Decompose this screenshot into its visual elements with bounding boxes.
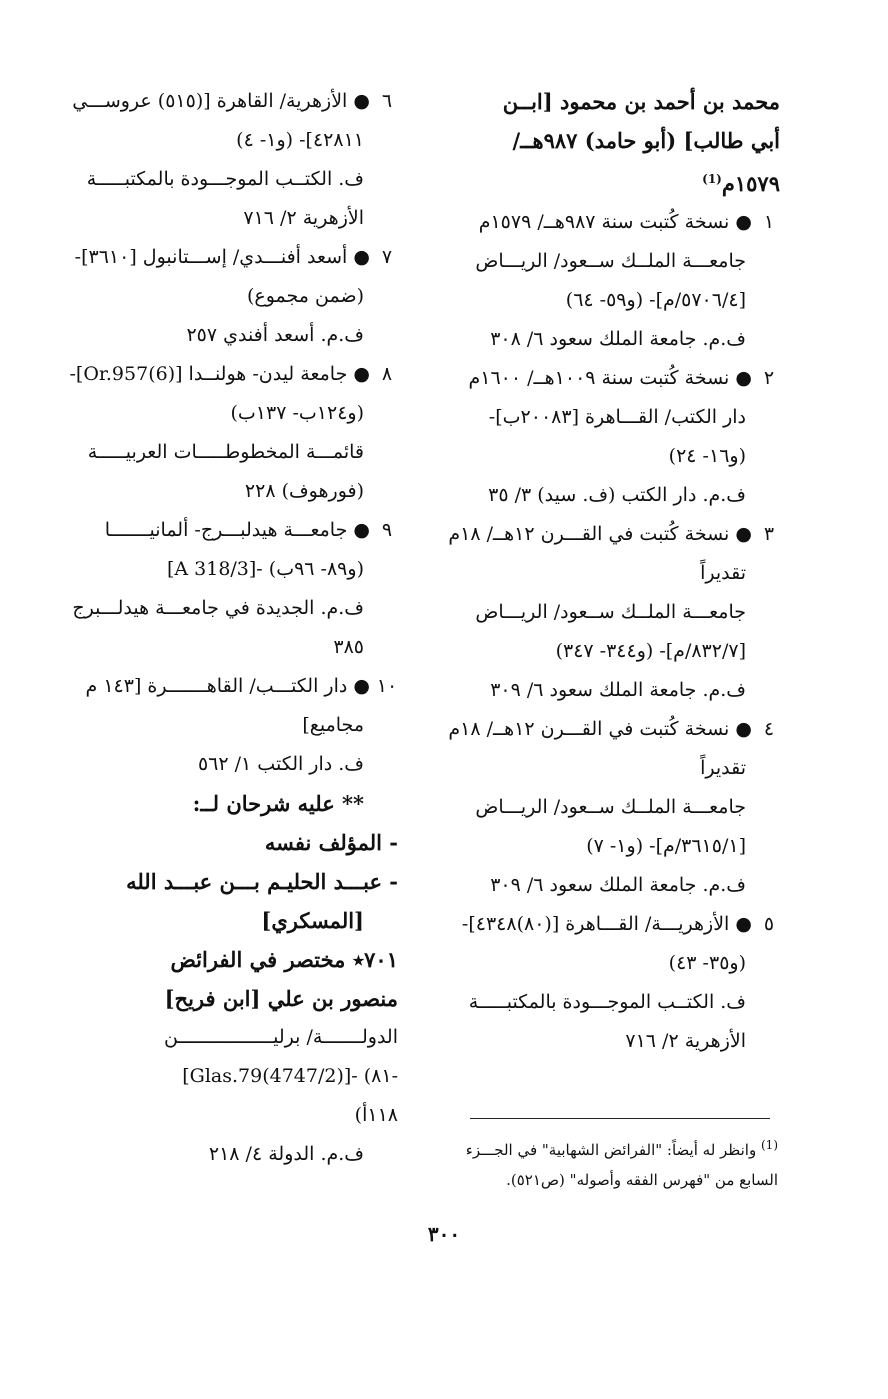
manuscript-entry-line: الأزهرية ٢/ ٧١٦ <box>243 207 364 229</box>
manuscript-entry-line: ف.م. جامعة الملك سعود ٦/ ٣٠٩ <box>490 874 746 896</box>
entry-number: ٦ <box>381 90 393 112</box>
manuscript-entry-line: ٩ ● جامعـــة هيدلبـــرج- ألمانيـــــــا <box>58 511 398 550</box>
manuscript-entry-line: (و١٦- ٢٤) <box>668 445 746 467</box>
entry-number: ١٠ <box>376 675 398 697</box>
entry-number: ١ <box>763 211 775 233</box>
author-heading-line: أبي طالب] (أبو حامد) ٩٨٧هــ/ <box>512 128 780 153</box>
manuscript-entry-line: [٣٦١٥/١/م]- (و١- ٧) <box>586 835 746 857</box>
manuscript-entry-line: [A 318/3]- (و٨٩- ٩٦ب) <box>166 558 364 580</box>
entry-number: ٤ <box>763 718 775 740</box>
entry-number: ٢ <box>763 367 775 389</box>
author-heading-line: محمد بن أحمد بن محمود [ابــن <box>502 89 780 114</box>
entry-number: ٨ <box>381 363 393 385</box>
commentary-item: - المؤلف نفسه <box>264 830 398 855</box>
entry-number: ٧ <box>381 246 393 268</box>
manuscript-entry-line: ١١٨أ) <box>354 1104 398 1126</box>
manuscript-entry-line: (ضمن مجموع) <box>246 285 364 307</box>
manuscript-entry-line: ف.م. دار الكتب (ف. سيد) ٣/ ٣٥ <box>488 484 746 506</box>
manuscript-entry-line: ٤ ● نسخة كُتبت في القـــرن ١٢هــ/ ١٨م <box>430 710 780 749</box>
footnote-marker: (1) <box>760 1138 778 1152</box>
manuscript-entry-line: تقديراً <box>700 562 746 584</box>
manuscript-entry-line: [٥٧٠٦/٤/م]- (و٥٩- ٦٤) <box>565 289 746 311</box>
footnote-marker: (1) <box>702 172 722 186</box>
right-column <box>430 82 780 1061</box>
manuscript-entry-line: ٢ ● نسخة كُتبت سنة ١٠٠٩هــ/ ١٦٠٠م <box>430 359 780 398</box>
manuscript-entry-line: ف.م. جامعة الملك سعود ٦/ ٣٠٩ <box>490 679 746 701</box>
manuscript-entry-line: ١٠ ● دار الكتـــب/ القاهـــــــرة [١٤٣ م <box>58 667 398 706</box>
manuscript-entry-line: ف. دار الكتب ١/ ٥٦٢ <box>197 753 364 775</box>
manuscript-entry-line: الدولـــــــة/ برليـــــــــــــــــن <box>164 1026 398 1048</box>
footnote-line: $^{(1)}$ وانظر له أيضاً: "الفرائض الشهابية" في الجـــزء <box>465 1138 778 1159</box>
manuscript-entry-line: جامعـــة الملــك ســعود/ الريـــاض <box>475 250 746 272</box>
left-column <box>58 82 398 1174</box>
manuscript-entry-line: [Glas.79(4747/2)]- (٨١- <box>182 1065 398 1087</box>
work-title: ٧٠١٭ مختصر في الفرائض <box>170 947 398 972</box>
footnote <box>418 1130 778 1195</box>
manuscript-entry-line: جامعـــة الملــك ســعود/ الريـــاض <box>475 601 746 623</box>
manuscript-entry-line: ٣٨٥ <box>333 636 364 658</box>
commentary-item: [المسكري] <box>261 908 364 933</box>
manuscript-entry-line: ف.م. الدولة ٤/ ٢١٨ <box>208 1143 364 1165</box>
manuscript-entry-line: قائمـــة المخطوطـــــات العربيـــــة <box>87 441 364 463</box>
manuscript-entry-line: ٤٢٨١١]- (و١- ٤) <box>236 129 364 151</box>
page-number: ٣٠٠ <box>427 1222 461 1246</box>
commentary-item: - عبـــد الحليـم بـــن عبـــد الله <box>126 869 398 894</box>
manuscript-entry-line: مجاميع] <box>302 714 364 736</box>
manuscript-entry-line: ف.م. جامعة الملك سعود ٦/ ٣٠٨ <box>490 328 746 350</box>
manuscript-entry-line: ف. الكتــب الموجـــودة بالمكتبـــــة <box>468 991 746 1013</box>
manuscript-entry-line: ف. الكتــب الموجـــودة بالمكتبـــــة <box>86 168 364 190</box>
footnote-separator <box>470 1118 770 1119</box>
manuscript-entry-line: تقديراً <box>700 757 746 779</box>
entry-number: ٥ <box>763 913 775 935</box>
footnote-line: السابع من "فهرس الفقه وأصوله" (ص٥٢١). <box>506 1171 778 1189</box>
manuscript-entry-line: (فورهوف) ٢٢٨ <box>244 480 364 502</box>
manuscript-entry-line: ٥ ● الأزهريـــة/ القـــاهرة [(٨٠)٤٣٤٨]- <box>430 905 780 944</box>
entry-number: ٩ <box>381 519 393 541</box>
manuscript-entry-line: ٧ ● أسعد أفنـــدي/ إســـتانبول [٣٦١٠]- <box>58 238 398 277</box>
entry-number: ٣ <box>763 523 775 545</box>
manuscript-entry-line: ف.م. أسعد أفندي ٢٥٧ <box>186 324 364 346</box>
manuscript-entry-line: [٨٣٢/٧/م]- (و٣٤٤- ٣٤٧) <box>555 640 746 662</box>
manuscript-entry-line: (و١٢٤ب- ١٣٧ب) <box>230 402 364 424</box>
author-heading-line: ١٥٧٩م$^{(1)}$ <box>702 171 780 196</box>
manuscript-entry-line: ف.م. الجديدة في جامعـــة هيدلـــبرج <box>72 597 364 619</box>
manuscript-entry-line: ١ ● نسخة كُتبت سنة ٩٨٧هــ/ ١٥٧٩م <box>430 203 780 242</box>
manuscript-entry-line: (و٣٥- ٤٣) <box>668 952 746 974</box>
manuscript-entry-line: دار الكتب/ القـــاهرة [٢٠٠٨٣ب]- <box>488 406 746 428</box>
manuscript-entry-line: ٦ ● الأزهرية/ القاهرة [(٥١٥) عروســـي <box>58 82 398 121</box>
manuscript-entry-line: جامعـــة الملــك ســعود/ الريـــاض <box>475 796 746 818</box>
work-author: منصور بن علي [ابن فريح] <box>164 986 398 1011</box>
commentary-heading: ** عليه شرحان لــ: <box>192 791 364 816</box>
manuscript-entry-line: ٣ ● نسخة كُتبت في القـــرن ١٢هــ/ ١٨م <box>430 515 780 554</box>
manuscript-entry-line: ٨ ● جامعة ليدن- هولنــدا [Or.957(6)]- <box>58 355 398 394</box>
manuscript-entry-line: الأزهرية ٢/ ٧١٦ <box>625 1030 746 1052</box>
